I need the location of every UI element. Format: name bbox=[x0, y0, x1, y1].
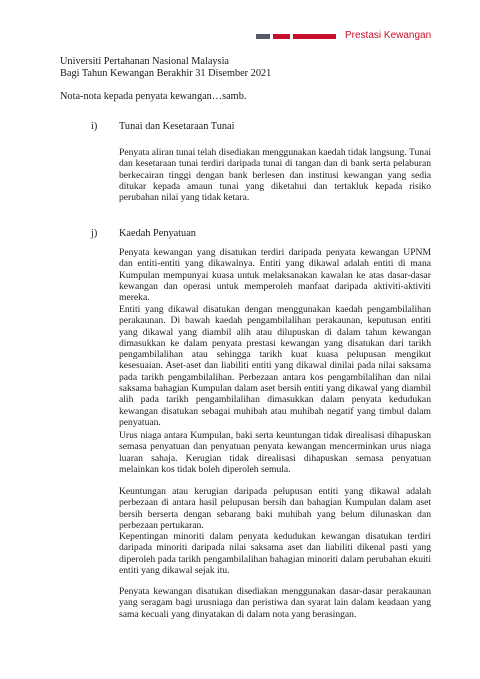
section-paragraph: Penyata kewangan yang disatukan terdiri daripada penyata kewangan UPNM dan entiti-entiti yang dikawalnya. Entiti yang dikawal adalah entiti di mana Kumpulan mempunyai kuasa untuk melaksanakan kawalan ke atas dasar-dasar kewangan dan operasi untuk memperoleh manfaat daripada aktiviti-aktiviti mereka. bbox=[119, 247, 431, 304]
organization-name: Universiti Pertahanan Nasional Malaysia bbox=[60, 56, 229, 67]
section-title: Tunai dan Kesetaraan Tunai bbox=[119, 121, 235, 132]
section-paragraph: Kepentingan minoriti dalam penyata kedudukan kewangan disatukan terdiri daripada minoriti daripada nilai saksama aset dan liabiliti dikenal pasti yang diperoleh pada tarikh pengambilalihan bahagian minoriti dalam perubahan ekuiti entiti yang dikawal sejak itu. bbox=[119, 531, 431, 576]
section-number: i) bbox=[91, 121, 98, 132]
header-bar-red-segment-long bbox=[293, 34, 336, 39]
report-period: Bagi Tahun Kewangan Berakhir 31 Disember 2021 bbox=[60, 68, 272, 79]
section-number: j) bbox=[91, 228, 98, 239]
section-paragraph: Penyata aliran tunai telah disediakan menggunakan kaedah tidak langsung. Tunai dan kesetaraan tunai terdiri daripada tunai di tangan dan di bank serta pelaburan berkecairan tinggi dengan bank berlesen dan institusi kewangan yang sedia ditukar kepada amaun tunai yang diketahui dan tertakluk kepada risiko perubahan nilai yang tidak ketara. bbox=[119, 147, 431, 204]
header-title: Prestasi Kewangan bbox=[345, 30, 432, 41]
header-bar-dark-segment bbox=[256, 34, 270, 39]
header-bar-red-segment bbox=[273, 34, 290, 39]
header-accent-bar bbox=[256, 34, 336, 39]
section-paragraph: Entiti yang dikawal disatukan dengan menggunakan kaedah pengambilalihan perakaunan. Di bawah kaedah pengambilalihan perakaunan, keputusan entiti yang dikawal yang diambil alih atau dilupuskan di dalam tahun kewangan dimasukkan ke dalam penyata prestasi kewangan yang disatukan dari tarikh pengambilalihan atau sehingga tarikh kuat kuasa pelupusan mengikut kesesuaian. Aset-aset dan liabiliti entiti yang dikawal dinilai pada nilai saksama pada tarikh pengambilalihan. Perbezaan antara kos pengambilalihan dan nilai saksama bahagian Kumpulan dalam aset bersih entiti yang dikawal yang diambil alih pada tarikh pengambilalihan dimasukkan dalam penyata kedudukan kewangan disatukan sebagai muhibah atau muhibah negatif yang timbul dalam penyatuan. bbox=[119, 304, 431, 428]
section-paragraph: Urus niaga antara Kumpulan, baki serta keuntungan tidak direalisasi dihapuskan semasa penyatuan dan penyatuan penyata kewangan mencerminkan urus niaga luaran sahaja. Kerugian tidak direalisasi dihapuskan semasa penyatuan melainkan kos tidak boleh diperoleh semula. bbox=[119, 430, 431, 475]
notes-intro: Nota-nota kepada penyata kewangan…samb. bbox=[60, 91, 247, 102]
section-paragraph: Keuntungan atau kerugian daripada pelupusan entiti yang dikawal adalah perbezaan di antara hasil pelupusan bersih dan bahagian Kumpulan dalam aset bersih berserta dengan sebarang baki muhibah yang belum dilunaskan dan perbezaan pertukaran. bbox=[119, 486, 431, 531]
section-paragraph: Penyata kewangan disatukan disediakan menggunakan dasar-dasar perakaunan yang seragam bagi urusniaga dan peristiwa dan syarat lain dalam keadaan yang sama kecuali yang dinyatakan di dalam nota yang berasingan. bbox=[119, 586, 431, 620]
organization-block bbox=[60, 56, 271, 80]
section-title: Kaedah Penyatuan bbox=[119, 228, 196, 239]
